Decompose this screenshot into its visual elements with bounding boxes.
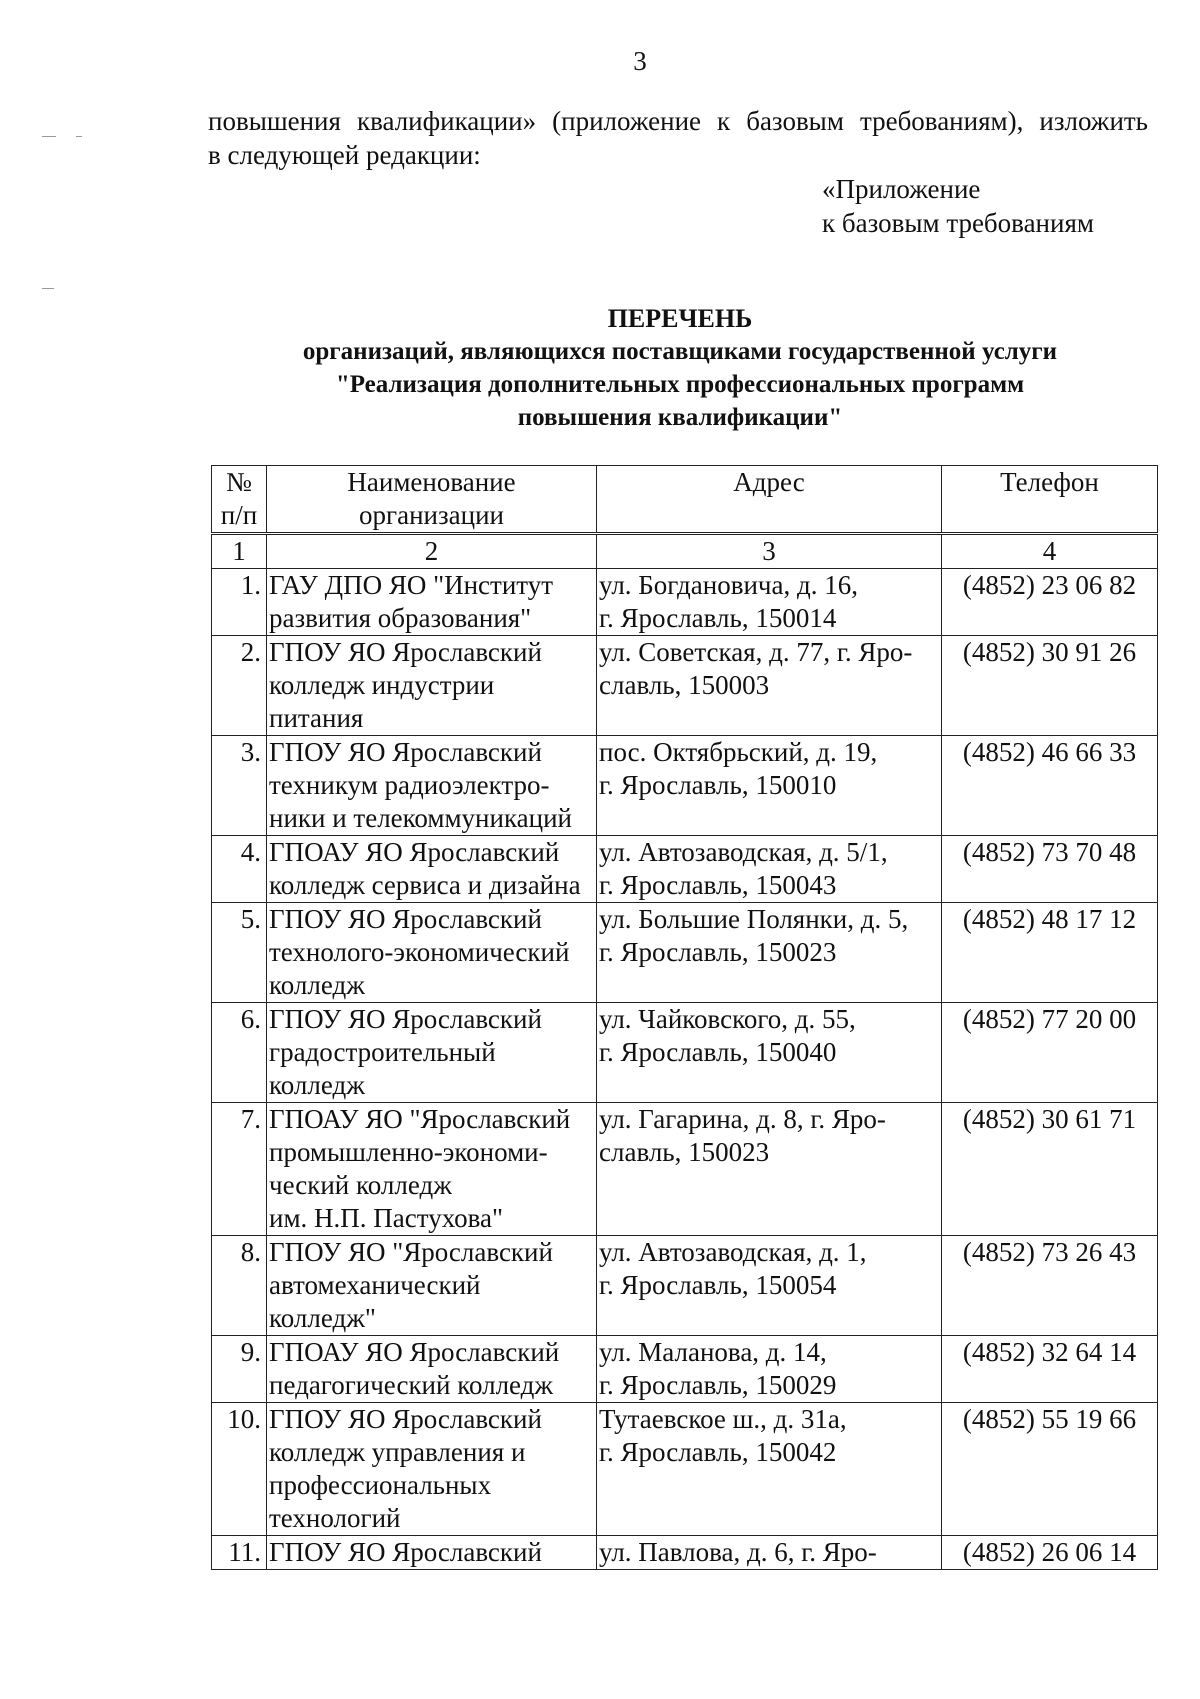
heading-line: "Реализация дополнительных профессиональных программ [335,371,1025,398]
organization-phone: (4852) 32 64 14 [942,1336,1158,1403]
organization-address: ул. Павлова, д. 6, г. Яро- [597,1536,942,1570]
intro-paragraph [208,104,1148,172]
header-phone: Телефон [942,466,1158,534]
organization-phone: (4852) 30 61 71 [942,1103,1158,1236]
organization-name: ГАУ ДПО ЯО "Институт развития образования" [267,569,597,636]
organization-phone: (4852) 77 20 00 [942,1003,1158,1103]
table-row [212,1336,1158,1403]
scan-mark [42,136,56,137]
row-number: 4. [212,836,267,903]
scan-mark [76,136,82,137]
column-number: 3 [597,534,942,569]
organization-name: ГПОУ ЯО Ярославский [267,1536,597,1570]
table-row [212,1403,1158,1536]
table-row [212,569,1158,636]
organization-phone: (4852) 48 17 12 [942,903,1158,1003]
organization-phone: (4852) 73 70 48 [942,836,1158,903]
organization-name: ГПОУ ЯО "Ярославский автомеханический колледж" [267,1236,597,1336]
organization-name: ГПОУ ЯО Ярославский техникум радиоэлектро- ники и телекоммуникаций [267,736,597,836]
organization-address: ул. Автозаводская, д. 1, г. Ярославль, 150054 [597,1236,942,1336]
row-number: 7. [212,1103,267,1236]
organization-name: ГПОАУ ЯО Ярославский колледж сервиса и дизайна [267,836,597,903]
organizations-table [211,465,1158,1570]
document-heading [230,302,1130,434]
organization-phone: (4852) 30 91 26 [942,636,1158,736]
organization-name: ГПОУ ЯО Ярославский градостроительный колледж [267,1003,597,1103]
column-number: 1 [212,534,267,569]
intro-line: повышения квалификации» (приложение к базовым требованиям), изложить [208,106,1148,136]
row-number: 2. [212,636,267,736]
organization-address: ул. Чайковского, д. 55, г. Ярославль, 150040 [597,1003,942,1103]
appendix-line: «Приложение [822,174,981,204]
intro-line: в следующей редакции: [208,140,481,170]
organization-address: ул. Большие Полянки, д. 5, г. Ярославль, 150023 [597,903,942,1003]
page-number: 3 [633,46,647,76]
row-number: 5. [212,903,267,1003]
row-number: 8. [212,1236,267,1336]
heading-title: ПЕРЕЧЕНЬ [607,304,753,333]
header-address: Адрес [597,466,942,534]
organization-address: пос. Октябрьский, д. 19, г. Ярославль, 150010 [597,736,942,836]
scan-mark [42,288,54,289]
organization-phone: (4852) 55 19 66 [942,1403,1158,1536]
table-row [212,1236,1158,1336]
organization-phone: (4852) 23 06 82 [942,569,1158,636]
table-row [212,1536,1158,1570]
column-number: 2 [267,534,597,569]
organization-address: Тутаевское ш., д. 31а, г. Ярославль, 150042 [597,1403,942,1536]
appendix-caption [822,172,1094,240]
organization-address: ул. Богдановича, д. 16, г. Ярославль, 150014 [597,569,942,636]
column-number: 4 [942,534,1158,569]
row-number: 3. [212,736,267,836]
table-row [212,1103,1158,1236]
header-name: Наименование организации [267,466,597,534]
table-header-row [212,466,1158,534]
organization-name: ГПОУ ЯО Ярославский колледж управления и профессиональных технологий [267,1403,597,1536]
appendix-line: к базовым требованиям [822,208,1094,238]
column-number-row [212,534,1158,569]
organization-address: ул. Маланова, д. 14, г. Ярославль, 150029 [597,1336,942,1403]
header-num: № п/п [212,466,267,534]
table-row [212,903,1158,1003]
row-number: 9. [212,1336,267,1403]
row-number: 10. [212,1403,267,1536]
row-number: 11. [212,1536,267,1570]
row-number: 6. [212,1003,267,1103]
organization-name: ГПОАУ ЯО Ярославский педагогический колледж [267,1336,597,1403]
table-row [212,836,1158,903]
organization-phone: (4852) 26 06 14 [942,1536,1158,1570]
table-row [212,636,1158,736]
organization-address: ул. Советская, д. 77, г. Яро- славль, 150003 [597,636,942,736]
heading-line: повышения квалификации" [517,404,843,431]
organization-address: ул. Автозаводская, д. 5/1, г. Ярославль, 150043 [597,836,942,903]
organization-name: ГПОАУ ЯО "Ярославский промышленно-экономи- ческий колледж им. Н.П. Пастухова" [267,1103,597,1236]
table-row [212,736,1158,836]
organization-phone: (4852) 73 26 43 [942,1236,1158,1336]
organization-address: ул. Гагарина, д. 8, г. Яро- славль, 150023 [597,1103,942,1236]
organization-name: ГПОУ ЯО Ярославский технолого-экономический колледж [267,903,597,1003]
table-row [212,1003,1158,1103]
row-number: 1. [212,569,267,636]
organization-name: ГПОУ ЯО Ярославский колледж индустрии питания [267,636,597,736]
heading-line: организаций, являющихся поставщиками государственной услуги [302,338,1058,365]
organization-phone: (4852) 46 66 33 [942,736,1158,836]
